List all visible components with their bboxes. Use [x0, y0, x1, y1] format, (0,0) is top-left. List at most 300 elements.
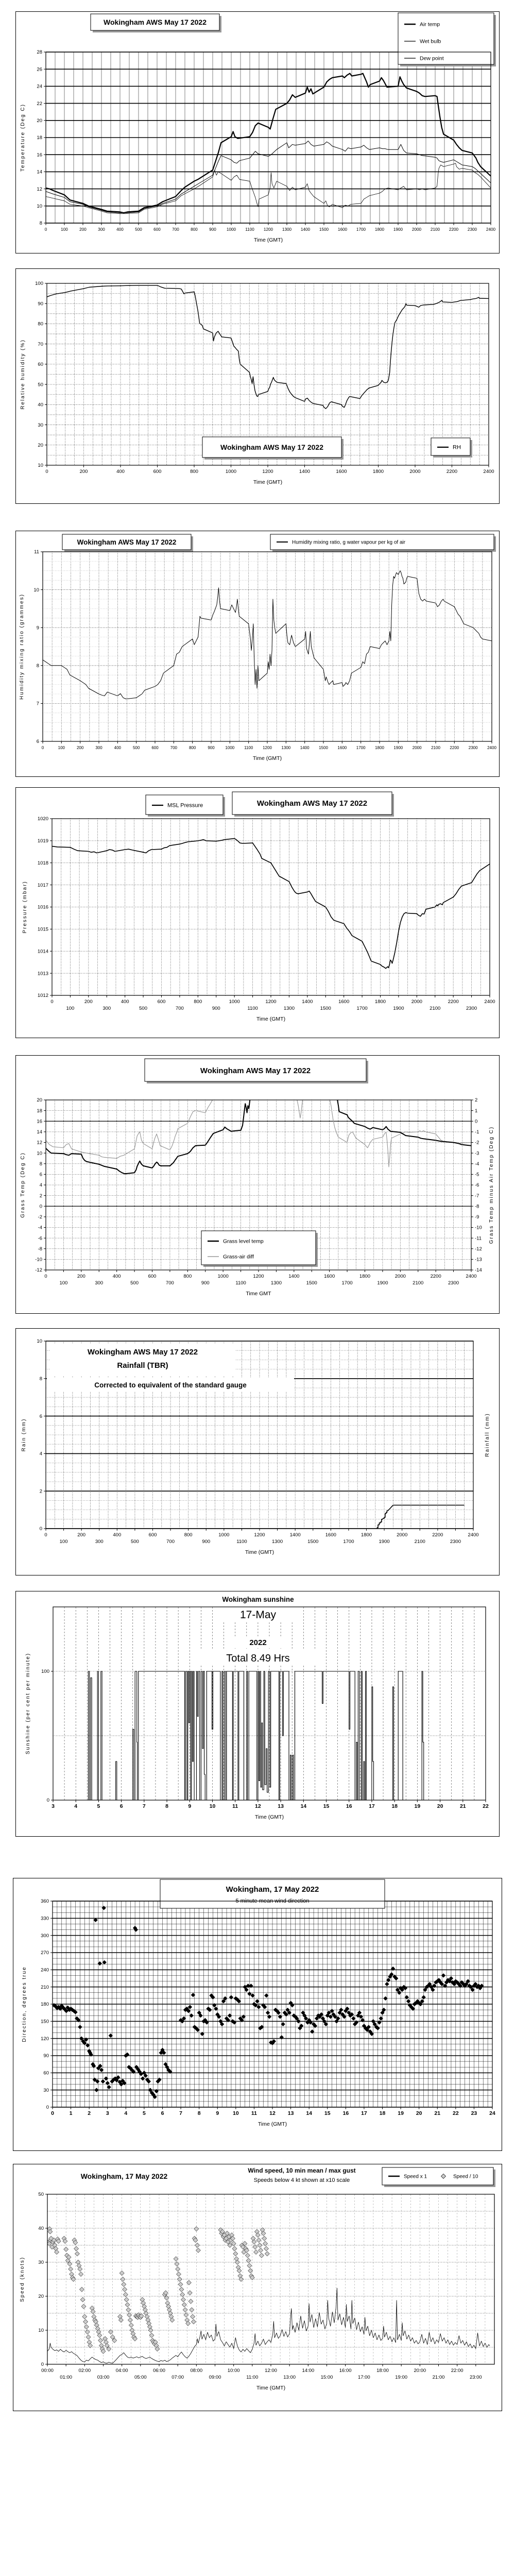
svg-text:600: 600 — [148, 1274, 157, 1279]
svg-text:700: 700 — [170, 745, 178, 750]
svg-text:23: 23 — [471, 2110, 477, 2116]
svg-text:1600: 1600 — [338, 999, 350, 1005]
svg-text:600: 600 — [153, 227, 161, 232]
svg-text:12: 12 — [255, 1803, 261, 1809]
svg-text:800: 800 — [188, 745, 196, 750]
svg-text:2400: 2400 — [486, 227, 496, 232]
svg-text:-10: -10 — [35, 1257, 42, 1263]
svg-text:1200: 1200 — [263, 227, 273, 232]
svg-text:11:00: 11:00 — [246, 2375, 259, 2380]
svg-text:2100: 2100 — [413, 1280, 424, 1286]
svg-text:28: 28 — [37, 49, 42, 56]
svg-text:2022: 2022 — [249, 1638, 267, 1647]
svg-text:1200: 1200 — [253, 1274, 264, 1279]
svg-text:1600: 1600 — [324, 1274, 335, 1279]
svg-text:23:00: 23:00 — [469, 2375, 482, 2380]
svg-text:70: 70 — [38, 341, 43, 347]
svg-text:06:00: 06:00 — [153, 2368, 165, 2374]
svg-text:12: 12 — [269, 2110, 276, 2116]
svg-text:100: 100 — [59, 1539, 68, 1545]
svg-text:-7: -7 — [475, 1193, 479, 1199]
svg-text:600: 600 — [148, 1532, 157, 1538]
svg-text:1700: 1700 — [356, 1006, 368, 1011]
svg-text:18: 18 — [37, 135, 42, 141]
rain-accumulation-line — [46, 1505, 465, 1529]
wind-direction-chart — [13, 1878, 502, 2151]
svg-text:11: 11 — [251, 2110, 257, 2116]
svg-text:1400: 1400 — [300, 227, 311, 232]
svg-text:14: 14 — [300, 1803, 307, 1809]
svg-text:4: 4 — [39, 1451, 42, 1457]
svg-text:0: 0 — [46, 2105, 49, 2111]
svg-text:1019: 1019 — [37, 838, 48, 844]
svg-text:1700: 1700 — [356, 227, 366, 232]
svg-text:300: 300 — [95, 745, 102, 750]
svg-text:2300: 2300 — [466, 1006, 477, 1011]
svg-text:1000: 1000 — [217, 1274, 229, 1279]
svg-text:1000: 1000 — [218, 1532, 230, 1538]
svg-text:5: 5 — [97, 1803, 100, 1809]
svg-text:7: 7 — [179, 2110, 183, 2116]
mixing-ratio-line — [43, 571, 492, 699]
svg-text:500: 500 — [130, 1280, 139, 1286]
svg-text:MSL Pressure: MSL Pressure — [167, 802, 203, 809]
air-temperature-chart — [15, 11, 500, 253]
svg-text:1: 1 — [475, 1108, 478, 1114]
svg-text:2300: 2300 — [468, 745, 478, 750]
svg-text:1200: 1200 — [254, 1532, 265, 1538]
svg-text:-4: -4 — [475, 1161, 479, 1167]
svg-text:Time (GMT): Time (GMT) — [245, 1549, 274, 1555]
svg-text:800: 800 — [184, 1532, 193, 1538]
svg-text:18:00: 18:00 — [376, 2368, 389, 2374]
svg-text:1200: 1200 — [262, 469, 273, 474]
svg-text:300: 300 — [95, 1280, 104, 1286]
svg-text:Wokingham AWS May 17 2022: Wokingham AWS May 17 2022 — [200, 1066, 311, 1075]
sunshine-chart — [15, 1591, 500, 1837]
svg-text:210: 210 — [41, 1984, 49, 1990]
svg-text:14:00: 14:00 — [302, 2368, 315, 2374]
svg-text:Wokingham, 17 May 2022: Wokingham, 17 May 2022 — [80, 2172, 168, 2180]
svg-text:1000: 1000 — [225, 469, 237, 474]
humidity-mixing-ratio-chart — [15, 531, 500, 777]
svg-text:100: 100 — [66, 1006, 75, 1011]
svg-text:0: 0 — [41, 2362, 44, 2368]
svg-text:300: 300 — [41, 1933, 49, 1939]
msl-pressure-chart — [15, 787, 500, 1038]
svg-text:26: 26 — [37, 66, 42, 73]
svg-text:200: 200 — [77, 1532, 86, 1538]
svg-text:60: 60 — [43, 2070, 49, 2076]
svg-text:-6: -6 — [475, 1182, 479, 1189]
svg-text:0: 0 — [475, 1118, 478, 1125]
svg-text:-12: -12 — [475, 1246, 482, 1252]
svg-text:1300: 1300 — [282, 227, 292, 232]
svg-text:Rainfall (mm): Rainfall (mm) — [485, 1413, 490, 1457]
svg-text:2200: 2200 — [449, 227, 459, 232]
svg-text:6: 6 — [119, 1803, 123, 1809]
svg-text:Relative humidity (%): Relative humidity (%) — [20, 339, 26, 410]
svg-text:12:00: 12:00 — [265, 2368, 277, 2374]
svg-text:2300: 2300 — [467, 227, 477, 232]
svg-text:1200: 1200 — [265, 999, 277, 1005]
svg-text:09:00: 09:00 — [209, 2375, 221, 2380]
svg-text:2100: 2100 — [431, 745, 440, 750]
svg-text:Wokingham, 17 May 2022: Wokingham, 17 May 2022 — [226, 1885, 319, 1894]
svg-text:150: 150 — [41, 2019, 49, 2025]
svg-text:6: 6 — [39, 1413, 42, 1419]
svg-text:Time (GMT): Time (GMT) — [256, 2385, 286, 2391]
svg-text:1500: 1500 — [319, 745, 328, 750]
svg-text:1300: 1300 — [272, 1539, 283, 1545]
svg-text:22:00: 22:00 — [451, 2368, 464, 2374]
wind-direction-chart-canvas — [13, 1878, 503, 2151]
svg-text:24: 24 — [489, 2110, 495, 2116]
svg-text:1300: 1300 — [281, 745, 291, 750]
svg-text:1900: 1900 — [393, 227, 403, 232]
svg-text:400: 400 — [112, 1274, 121, 1279]
svg-text:10: 10 — [33, 587, 39, 593]
svg-text:22: 22 — [37, 100, 42, 107]
svg-text:4: 4 — [124, 2110, 128, 2116]
svg-text:1014: 1014 — [37, 948, 48, 955]
svg-text:300: 300 — [98, 227, 105, 232]
svg-text:700: 700 — [172, 227, 179, 232]
rainfall-chart-canvas — [16, 1329, 500, 1576]
svg-text:60: 60 — [38, 362, 43, 368]
svg-text:Grass Temp (Deg C): Grass Temp (Deg C) — [20, 1152, 26, 1218]
speed-x1-line — [47, 2288, 490, 2363]
svg-text:900: 900 — [212, 1006, 220, 1011]
svg-text:20: 20 — [37, 118, 42, 124]
humidity-mixing-ratio-chart-canvas — [16, 531, 500, 777]
svg-text:7: 7 — [36, 701, 39, 707]
svg-text:21: 21 — [434, 2110, 441, 2116]
svg-text:2000: 2000 — [394, 1274, 406, 1279]
svg-text:21:00: 21:00 — [432, 2375, 445, 2380]
svg-text:2: 2 — [39, 1193, 42, 1199]
svg-text:1800: 1800 — [359, 1274, 371, 1279]
grass-temperature-chart — [15, 1055, 500, 1314]
svg-text:2000: 2000 — [397, 1532, 408, 1538]
sunshine-chart-canvas — [16, 1591, 500, 1837]
svg-text:Speeds below 4 kt shown at x10: Speeds below 4 kt shown at x10 scale — [253, 2177, 350, 2183]
svg-text:Grass-air diff: Grass-air diff — [223, 1253, 254, 1260]
svg-text:600: 600 — [153, 469, 162, 474]
svg-text:10: 10 — [37, 204, 42, 209]
svg-text:1700: 1700 — [341, 1280, 353, 1286]
svg-text:500: 500 — [132, 745, 140, 750]
svg-text:-12: -12 — [35, 1267, 42, 1274]
svg-text:40: 40 — [38, 2226, 44, 2232]
svg-text:03:00: 03:00 — [97, 2375, 110, 2380]
svg-text:18: 18 — [37, 1108, 42, 1114]
svg-text:360: 360 — [41, 1899, 49, 1905]
svg-text:1018: 1018 — [37, 860, 48, 866]
svg-text:1400: 1400 — [288, 1274, 300, 1279]
svg-text:-4: -4 — [38, 1225, 42, 1231]
svg-text:2: 2 — [39, 1488, 42, 1495]
svg-text:3: 3 — [106, 2110, 109, 2116]
svg-text:1600: 1600 — [337, 227, 348, 232]
svg-text:8: 8 — [197, 2110, 201, 2116]
svg-text:2400: 2400 — [487, 745, 496, 750]
svg-text:100: 100 — [41, 1669, 49, 1675]
svg-text:40: 40 — [38, 402, 43, 408]
relative-humidity-chart — [15, 268, 500, 504]
svg-text:2400: 2400 — [466, 1274, 477, 1279]
svg-text:2000: 2000 — [411, 999, 422, 1005]
svg-text:400: 400 — [113, 1532, 122, 1538]
svg-text:-9: -9 — [475, 1214, 479, 1221]
wind-speed-chart-canvas — [13, 2164, 503, 2412]
svg-text:14: 14 — [306, 2110, 313, 2116]
svg-text:800: 800 — [194, 999, 202, 1005]
svg-text:Time (GMT): Time (GMT) — [253, 479, 283, 485]
svg-text:11: 11 — [232, 1803, 238, 1809]
svg-text:00:00: 00:00 — [41, 2368, 54, 2374]
svg-text:100: 100 — [61, 227, 68, 232]
svg-text:1300: 1300 — [283, 1006, 295, 1011]
svg-text:900: 900 — [208, 745, 215, 750]
svg-text:700: 700 — [165, 1280, 174, 1286]
svg-text:Humidity mixing ratio, g water: Humidity mixing ratio, g water vapour per kg of air — [292, 539, 406, 546]
svg-text:0: 0 — [39, 1204, 42, 1210]
svg-text:Wokingham AWS May 17 2022: Wokingham AWS May 17 2022 — [87, 1348, 198, 1357]
svg-text:1600: 1600 — [325, 1532, 336, 1538]
svg-text:1500: 1500 — [307, 1539, 319, 1545]
relative-humidity-chart-canvas — [16, 269, 500, 504]
svg-text:0: 0 — [44, 227, 47, 232]
svg-text:Sunshine (per cent per minute): Sunshine (per cent per minute) — [25, 1652, 31, 1755]
svg-text:12: 12 — [37, 186, 42, 192]
svg-text:0: 0 — [44, 1532, 47, 1538]
svg-text:1600: 1600 — [337, 745, 347, 750]
svg-text:8: 8 — [36, 663, 39, 669]
svg-text:20: 20 — [38, 442, 43, 448]
svg-text:30: 30 — [38, 422, 43, 428]
svg-text:300: 300 — [95, 1539, 104, 1545]
svg-text:16:00: 16:00 — [339, 2368, 352, 2374]
svg-text:80: 80 — [38, 321, 43, 327]
svg-text:1800: 1800 — [372, 469, 384, 474]
msl-pressure-chart-canvas — [16, 788, 500, 1039]
svg-text:Time (GMT): Time (GMT) — [253, 237, 283, 243]
svg-text:-8: -8 — [38, 1246, 42, 1252]
svg-text:2300: 2300 — [450, 1539, 461, 1545]
svg-text:17: 17 — [361, 2110, 367, 2116]
svg-text:1900: 1900 — [393, 745, 403, 750]
svg-text:4: 4 — [74, 1803, 78, 1809]
svg-text:0: 0 — [50, 999, 54, 1005]
svg-text:2200: 2200 — [446, 469, 458, 474]
svg-text:2200: 2200 — [432, 1532, 443, 1538]
svg-text:1300: 1300 — [270, 1280, 282, 1286]
svg-text:16: 16 — [342, 2110, 349, 2116]
svg-text:18: 18 — [391, 1803, 398, 1809]
svg-text:9: 9 — [36, 625, 39, 631]
svg-text:Time (GMT): Time (GMT) — [254, 1814, 284, 1820]
svg-text:400: 400 — [121, 999, 129, 1005]
svg-text:0: 0 — [44, 1274, 47, 1279]
svg-text:Speed (knots): Speed (knots) — [20, 2256, 25, 2302]
svg-text:Direction, degrees true: Direction, degrees true — [22, 1966, 27, 2042]
svg-text:6: 6 — [39, 1172, 42, 1178]
svg-text:900: 900 — [209, 227, 216, 232]
svg-text:15:00: 15:00 — [320, 2375, 333, 2380]
svg-text:15: 15 — [323, 1803, 330, 1809]
svg-text:17: 17 — [369, 1803, 375, 1809]
svg-text:1700: 1700 — [356, 745, 366, 750]
svg-text:1500: 1500 — [320, 1006, 331, 1011]
svg-text:1100: 1100 — [244, 745, 253, 750]
svg-text:200: 200 — [84, 999, 93, 1005]
svg-text:1800: 1800 — [360, 1532, 372, 1538]
svg-text:1: 1 — [69, 2110, 73, 2116]
svg-text:1200: 1200 — [263, 745, 272, 750]
svg-text:180: 180 — [41, 2002, 49, 2008]
svg-text:1100: 1100 — [235, 1280, 246, 1286]
svg-text:8: 8 — [39, 221, 42, 227]
svg-text:1900: 1900 — [379, 1539, 390, 1545]
svg-text:Speed x 1: Speed x 1 — [404, 2174, 427, 2180]
svg-text:1400: 1400 — [300, 745, 310, 750]
svg-text:Rain (mm): Rain (mm) — [21, 1418, 27, 1452]
svg-text:-11: -11 — [475, 1235, 482, 1242]
svg-text:14: 14 — [37, 1129, 42, 1136]
svg-text:2100: 2100 — [430, 1006, 441, 1011]
svg-text:2000: 2000 — [411, 227, 422, 232]
svg-text:19:00: 19:00 — [395, 2375, 408, 2380]
svg-text:1600: 1600 — [336, 469, 347, 474]
svg-text:Wokingham sunshine: Wokingham sunshine — [222, 1596, 294, 1603]
svg-text:Wokingham AWS May 17 2022: Wokingham AWS May 17 2022 — [104, 18, 207, 26]
svg-text:50: 50 — [38, 2192, 44, 2198]
svg-text:2300: 2300 — [448, 1280, 459, 1286]
svg-text:1700: 1700 — [343, 1539, 354, 1545]
svg-text:18: 18 — [379, 2110, 386, 2116]
svg-text:8: 8 — [39, 1376, 42, 1382]
svg-text:50: 50 — [38, 382, 43, 388]
svg-text:-6: -6 — [38, 1235, 42, 1242]
svg-text:04:00: 04:00 — [115, 2368, 128, 2374]
svg-text:1800: 1800 — [374, 227, 385, 232]
svg-text:16: 16 — [37, 152, 42, 158]
svg-text:05:00: 05:00 — [134, 2375, 147, 2380]
air-temperature-chart-canvas — [16, 12, 500, 254]
svg-text:1013: 1013 — [37, 971, 48, 977]
svg-text:30: 30 — [38, 2260, 44, 2266]
svg-text:1900: 1900 — [377, 1280, 388, 1286]
svg-text:5: 5 — [142, 2110, 146, 2116]
svg-text:120: 120 — [41, 2036, 49, 2042]
svg-text:3: 3 — [52, 1803, 55, 1809]
svg-text:1012: 1012 — [37, 993, 48, 999]
svg-text:800: 800 — [190, 469, 198, 474]
svg-text:13: 13 — [287, 2110, 294, 2116]
svg-text:500: 500 — [130, 1539, 139, 1545]
svg-text:400: 400 — [116, 469, 125, 474]
svg-text:90: 90 — [38, 301, 43, 307]
svg-text:19: 19 — [398, 2110, 404, 2116]
svg-text:9: 9 — [216, 2110, 219, 2116]
svg-text:24: 24 — [37, 83, 42, 90]
rainfall-chart — [15, 1328, 500, 1575]
svg-text:2200: 2200 — [448, 999, 459, 1005]
svg-text:300: 300 — [102, 1006, 111, 1011]
svg-text:19: 19 — [414, 1803, 421, 1809]
svg-text:1100: 1100 — [236, 1539, 247, 1545]
svg-text:01:00: 01:00 — [60, 2375, 73, 2380]
svg-text:Wokingham AWS May 17 2022: Wokingham AWS May 17 2022 — [77, 538, 177, 546]
svg-text:Wind speed, 10 min mean / max: Wind speed, 10 min mean / max gust — [248, 2167, 356, 2174]
svg-text:10: 10 — [37, 1150, 42, 1157]
svg-text:600: 600 — [157, 999, 166, 1005]
svg-text:600: 600 — [151, 745, 159, 750]
svg-text:16: 16 — [346, 1803, 352, 1809]
svg-text:1400: 1400 — [302, 999, 313, 1005]
svg-text:17:00: 17:00 — [357, 2375, 370, 2380]
svg-text:2000: 2000 — [409, 469, 421, 474]
svg-text:15: 15 — [324, 2110, 331, 2116]
svg-text:22: 22 — [452, 2110, 459, 2116]
svg-text:-10: -10 — [475, 1225, 482, 1231]
svg-text:1500: 1500 — [306, 1280, 317, 1286]
svg-text:2200: 2200 — [430, 1274, 441, 1279]
svg-text:2400: 2400 — [483, 469, 494, 474]
svg-text:2400: 2400 — [468, 1532, 479, 1538]
svg-text:1000: 1000 — [229, 999, 240, 1005]
grass-temperature-chart-canvas — [16, 1056, 500, 1314]
svg-text:13:00: 13:00 — [283, 2375, 296, 2380]
svg-text:500: 500 — [139, 1006, 148, 1011]
svg-text:270: 270 — [41, 1950, 49, 1956]
svg-text:Speed / 10: Speed / 10 — [453, 2174, 478, 2180]
svg-text:Time (GMT): Time (GMT) — [252, 755, 282, 761]
svg-text:30: 30 — [43, 2087, 49, 2093]
svg-text:2400: 2400 — [484, 999, 495, 1005]
svg-text:2100: 2100 — [430, 227, 440, 232]
svg-text:08:00: 08:00 — [190, 2368, 203, 2374]
svg-text:RH: RH — [453, 444, 461, 451]
svg-text:10:00: 10:00 — [227, 2368, 240, 2374]
svg-text:900: 900 — [202, 1539, 211, 1545]
svg-text:Grass Temp minus Air Temp (Deg: Grass Temp minus Air Temp (Deg C) — [489, 1126, 494, 1244]
svg-text:330: 330 — [41, 1916, 49, 1922]
wind-speed-chart — [13, 2164, 502, 2411]
svg-text:Dew point: Dew point — [420, 55, 444, 62]
svg-text:0: 0 — [45, 469, 48, 474]
svg-text:Temperature (Deg C): Temperature (Deg C) — [20, 104, 26, 172]
svg-text:100: 100 — [59, 1280, 68, 1286]
svg-text:Time (GMT): Time (GMT) — [256, 1016, 286, 1022]
svg-text:2000: 2000 — [412, 745, 422, 750]
svg-text:Time (GMT): Time (GMT) — [258, 2121, 287, 2127]
svg-text:20:00: 20:00 — [414, 2368, 426, 2374]
svg-text:1400: 1400 — [289, 1532, 301, 1538]
svg-text:Humidity mixing ratio (grammes: Humidity mixing ratio (grammes) — [19, 594, 25, 700]
svg-text:700: 700 — [175, 1006, 184, 1011]
svg-text:Pressure (mbar): Pressure (mbar) — [22, 880, 28, 934]
svg-text:10: 10 — [232, 2110, 239, 2116]
svg-text:1020: 1020 — [37, 816, 48, 822]
svg-text:Time GMT: Time GMT — [246, 1291, 271, 1297]
svg-text:20: 20 — [437, 1803, 443, 1809]
svg-text:200: 200 — [79, 227, 87, 232]
svg-text:13: 13 — [278, 1803, 284, 1809]
svg-text:800: 800 — [183, 1274, 192, 1279]
svg-text:4: 4 — [39, 1182, 42, 1189]
